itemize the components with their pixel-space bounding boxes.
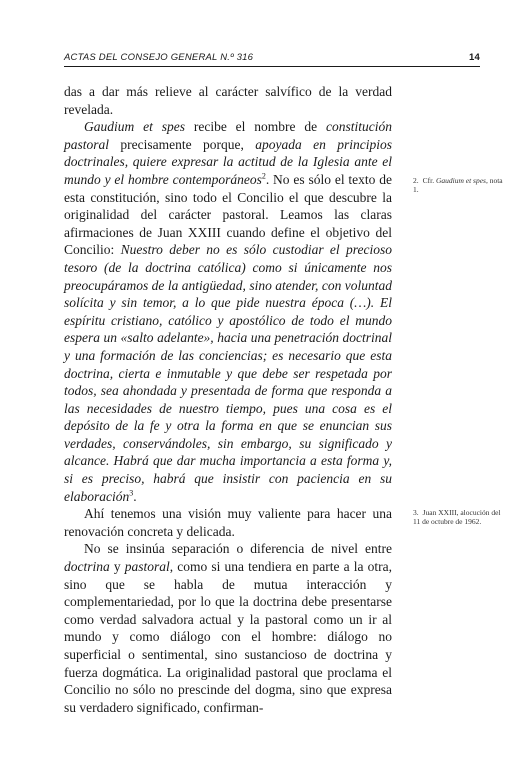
- page-number: 14: [469, 52, 480, 63]
- paragraph-1: das a dar más relieve al carácter salvífico de la verdad revelada.: [64, 84, 392, 117]
- footnote-2: 2. Cfr. Gaudium et spes, nota 1.: [413, 176, 503, 194]
- paragraph-2: Gaudium et spes recibe el nombre de constitución pastoral precisamente porque, apoyada en principios doctrinales, quiere expresar la actitud de la Iglesia ante el mundo y el hombre contemporáneos$^2$. No es sólo el texto de esta constitución, sino todo el Concilio el que descubre la originalidad del carácter pastoral. Leamos las claras afirmaciones de Juan XXIII cuando define el objetivo del Concilio: Nuestro deber no es sólo custodiar el precioso tesoro (de la doctrina católica) como si únicamente nos preocupáramos de la antigüedad, sino atender, con voluntad solícita y sin temor, a lo que pide nuestra época (…). El espíritu cristiano, católico y apostólico de todo el mundo espera un «salto adelante», hacia una penetración doctrinal y una formación de las conciencias; es necesario que esta doctrina, cierta e inmutable y que debe ser respetada por todos, sea ahondada y presentada de forma que responda a las necesidades de nuestro tiempo, pues una cosa es el depósito de la fe y otra la forma en que se enuncian sus verdades, conservándoles, sin embargo, su significado y alcance. Habrá que dar mucha importancia a esta forma y, si es preciso, habrá que insistir con paciencia en su elaboración$^3$.: [64, 119, 393, 504]
- paragraph-4: No se insinúa separación o diferencia de nivel entre doctrina y pastoral, como si una tendiera en parte a la otra, sino que se habla de mutua interacción y complementariedad, por lo que la doctrina debe presentarse como verdad salvadora actual y la pastoral como un ir al mundo y como diálogo con el hombre: diálogo no superficial o sentimental, sino sustancioso de doctrina y fuerza dogmática. La originalidad pastoral que proclama el Concilio no sólo no prescinde del dogma, sino que expresa su verdadero significado, confirman-: [64, 541, 392, 715]
- footnote-ref-3: 3: [129, 488, 134, 498]
- journal-title: ACTAS DEL CONSEJO GENERAL N.º 316: [64, 52, 254, 63]
- footnote-ref-2: 2: [261, 171, 266, 181]
- council-quotation: Nuestro deber no es sólo custodiar el precioso tesoro (de la doctrina católica) como si únicamente nos preocupáramos de la antigüedad, sino atender, con voluntad solícita y sin temor, a lo que pide nuestra época (…). El espíritu cristiano, católico y apostólico de todo el mundo espera un «salto adelante», hacia una penetración doctrinal y una formación de las conciencias; es necesario que esta doctrina, cierta e inmutable y que debe ser respetada por todos, sea ahondada y presentada de forma que responda a las necesidades de nuestro tiempo, pues una cosa es el depósito de la fe y otra la forma en que se enuncian sus verdades, conservándoles, sin embargo, su significado y alcance. Habrá que dar mucha importancia a esta forma y, si es preciso, habrá que insistir con paciencia en su elaboración: [64, 242, 393, 504]
- running-header: [64, 52, 480, 66]
- main-text: [64, 83, 392, 716]
- footnote-3: 3. Juan XXIII, alocución del 11 de octubre de 1962.: [413, 508, 501, 526]
- header-rule: [64, 66, 480, 67]
- paragraph-3: Ahí tenemos una visión muy valiente para hacer una renovación concreta y delicada.: [64, 506, 392, 539]
